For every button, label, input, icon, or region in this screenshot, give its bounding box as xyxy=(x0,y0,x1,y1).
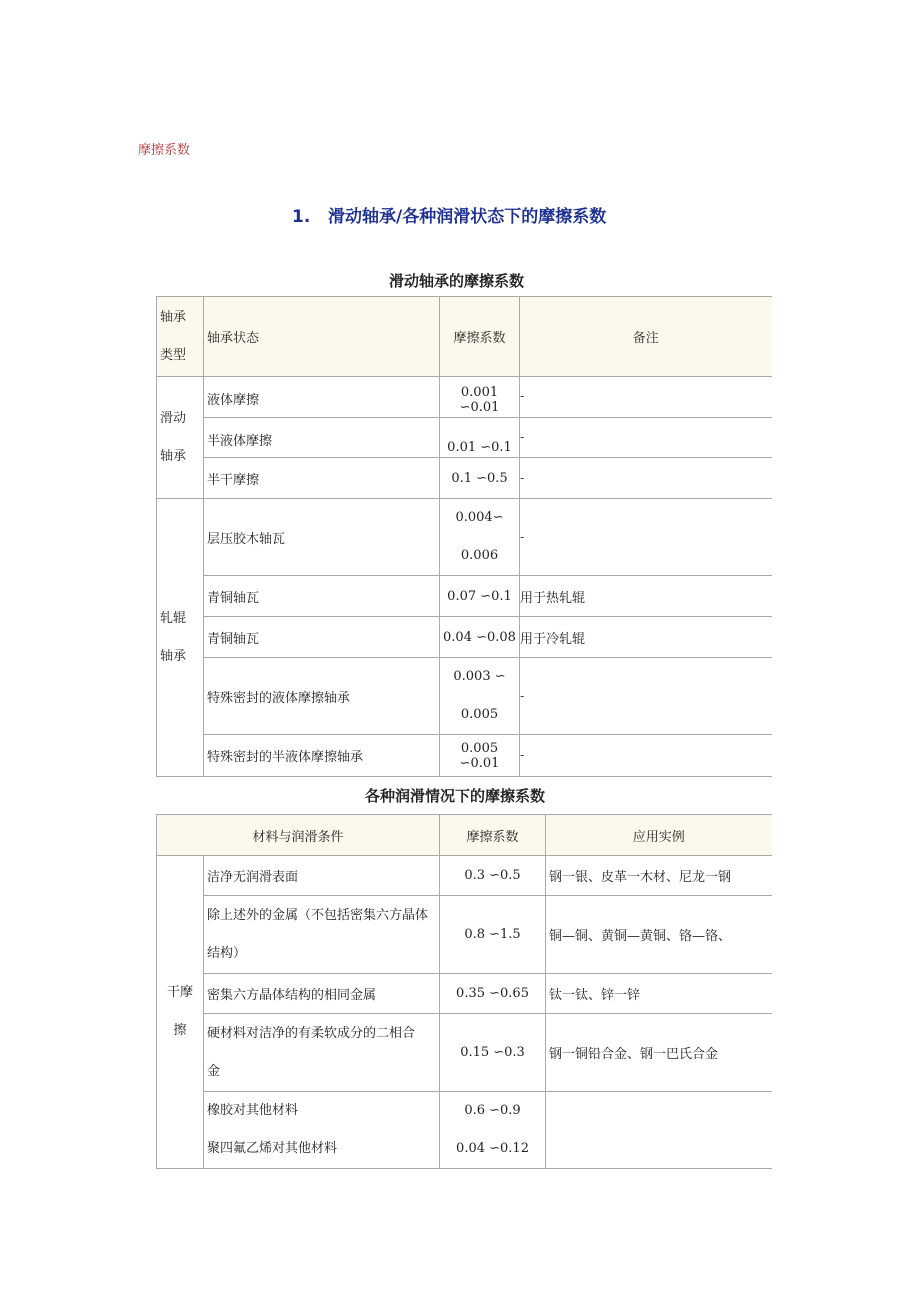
example-cell xyxy=(546,1092,772,1169)
coef-cell: 0.01 ∽0.1 xyxy=(440,418,520,458)
coef-cell: 0.8 ∽1.5 xyxy=(440,896,546,974)
example-cell: 钢一铜铅合金、钢一巴氏合金 xyxy=(546,1014,772,1092)
condition-cell: 洁净无润滑表面 xyxy=(204,856,440,896)
bearing-friction-table xyxy=(156,296,772,777)
example-cell: 铜—铜、黄铜—黄铜、铬—铬、 xyxy=(546,896,772,974)
coef-cell: 0.1 ∽0.5 xyxy=(440,458,520,499)
table-row xyxy=(157,499,772,576)
note-cell: 用于热轧辊 xyxy=(520,576,772,617)
header-friction-coef: 摩擦系数 xyxy=(440,815,546,856)
note-cell: - xyxy=(520,735,772,777)
note-cell: - xyxy=(520,658,772,735)
header-bearing-type: 轴承 类型 xyxy=(157,297,204,377)
table-row xyxy=(157,658,772,735)
coef-cell: 0.001 ∽0.01 xyxy=(440,377,520,418)
section-title: 滑动轴承/各种润滑状态下的摩擦系数 xyxy=(328,207,607,227)
note-cell: - xyxy=(520,418,772,458)
state-cell: 特殊密封的半液体摩擦轴承 xyxy=(204,735,440,777)
coef-cell: 0.005 ∽0.01 xyxy=(440,735,520,777)
state-cell: 层压胶木轴瓦 xyxy=(204,499,440,576)
example-cell: 钢一银、皮革一木材、尼龙一钢 xyxy=(546,856,772,896)
coef-cell: 0.15 ∽0.3 xyxy=(440,1014,546,1092)
state-cell: 特殊密封的液体摩擦轴承 xyxy=(204,658,440,735)
coef-cell: 0.07 ∽0.1 xyxy=(440,576,520,617)
header-notes: 备注 xyxy=(520,297,772,377)
header-material-condition: 材料与润滑条件 xyxy=(157,815,440,856)
state-cell: 半液体摩擦 xyxy=(204,418,440,458)
table-row xyxy=(157,974,772,1014)
group-label-cell: 干摩 擦 xyxy=(157,856,204,1169)
coef-cell: 0.6 ∽0.9 0.04 ∽0.12 xyxy=(440,1092,546,1169)
state-cell: 青铜轴瓦 xyxy=(204,617,440,658)
state-cell: 半干摩擦 xyxy=(204,458,440,499)
table-row xyxy=(157,377,772,418)
table-row xyxy=(157,617,772,658)
note-cell: - xyxy=(520,499,772,576)
header-application: 应用实例 xyxy=(546,815,772,856)
table2-caption: 各种润滑情况下的摩擦系数 xyxy=(365,787,546,805)
coef-cell: 0.35 ∽0.65 xyxy=(440,974,546,1014)
condition-cell: 除上述外的金属（不包括密集六方晶体 结构） xyxy=(204,896,440,974)
condition-cell: 密集六方晶体结构的相同金属 xyxy=(204,974,440,1014)
bearing-type-cell: 轧辊 轴承 xyxy=(157,499,204,777)
bearing-type-cell: 滑动 轴承 xyxy=(157,377,204,499)
header-friction-coef: 摩擦系数 xyxy=(440,297,520,377)
section-heading xyxy=(292,202,606,227)
table-row xyxy=(157,856,772,896)
table-row xyxy=(157,458,772,499)
condition-cell: 硬材料对洁净的有柔软成分的二相合 金 xyxy=(204,1014,440,1092)
note-cell: - xyxy=(520,377,772,418)
table-header-row xyxy=(157,815,772,856)
table-row xyxy=(157,1092,772,1169)
lubrication-friction-table xyxy=(156,814,772,1169)
coef-cell: 0.3 ∽0.5 xyxy=(440,856,546,896)
coef-cell: 0.003 ∽ 0.005 xyxy=(440,658,520,735)
breadcrumb: 摩擦系数 xyxy=(138,143,191,158)
state-cell: 青铜轴瓦 xyxy=(204,576,440,617)
section-number: 1. xyxy=(292,207,311,227)
table-row xyxy=(157,418,772,458)
table-header-row xyxy=(157,297,772,377)
coef-cell: 0.004∽ 0.006 xyxy=(440,499,520,576)
table-row xyxy=(157,1014,772,1092)
coef-cell: 0.04 ∽0.08 xyxy=(440,617,520,658)
state-cell: 液体摩擦 xyxy=(204,377,440,418)
table-row xyxy=(157,735,772,777)
note-cell: 用于冷轧辊 xyxy=(520,617,772,658)
table-row xyxy=(157,896,772,974)
table-row xyxy=(157,576,772,617)
header-bearing-state: 轴承状态 xyxy=(204,297,440,377)
note-cell: - xyxy=(520,458,772,499)
table1-caption: 滑动轴承的摩擦系数 xyxy=(389,272,525,290)
example-cell: 钛一钛、锌一锌 xyxy=(546,974,772,1014)
condition-cell: 橡胶对其他材料 聚四氟乙烯对其他材料 xyxy=(204,1092,440,1169)
